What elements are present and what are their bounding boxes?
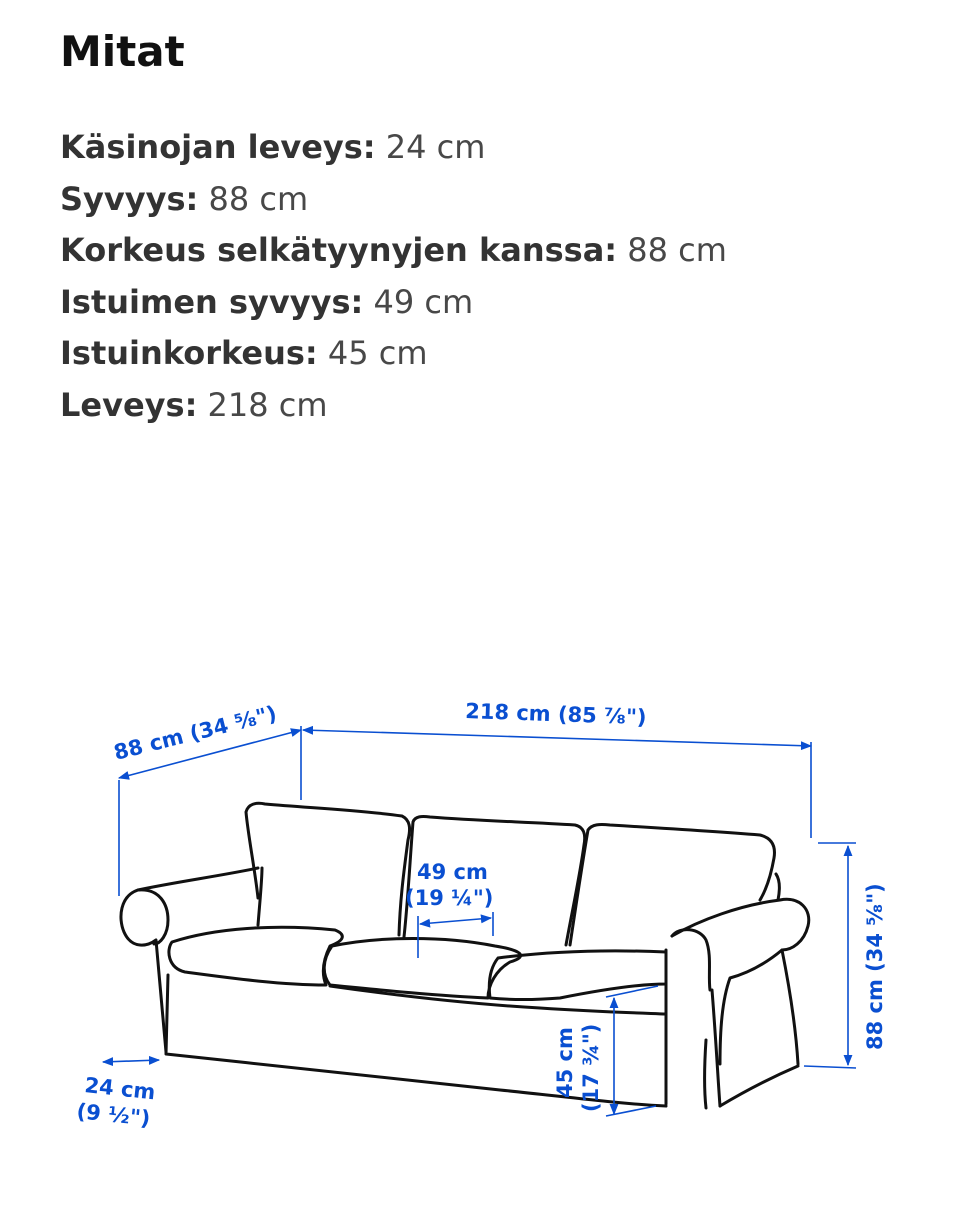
right-armrest-pleat [705, 1040, 707, 1108]
dimension-label: Syvyys: [60, 179, 199, 218]
dimensions-list [60, 122, 727, 432]
sofa-dimension-diagram [0, 660, 960, 1200]
depth-dimension-label: 88 cm (34 ⁵⁄₈") [111, 701, 280, 765]
dimension-depth [60, 174, 727, 226]
dimension-value: 88 cm [198, 179, 309, 218]
back-right-edge [776, 874, 779, 900]
seat-cushion-right [489, 951, 666, 1000]
seat-cushion-left [169, 927, 342, 985]
dimension-label: Istuimen syvyys: [60, 282, 364, 321]
height-dimension [804, 843, 887, 1068]
left-armrest [121, 868, 258, 1052]
dimension-seat-height [60, 328, 727, 380]
width-dimension-label: 218 cm (85 ⁷⁄₈") [464, 699, 647, 730]
dimension-value: 88 cm [617, 231, 727, 270]
right-armrest-roll [672, 930, 710, 990]
depth-dimension [111, 701, 301, 896]
armrest-in-label: (9 ½") [75, 1099, 152, 1131]
seat-height-dimension [553, 986, 658, 1116]
dimension-height-with-back-cushions [60, 225, 727, 277]
dimension-label: Käsinojan leveys: [60, 128, 376, 166]
dimension-value: 24 cm [375, 128, 486, 166]
left-armrest-roll [138, 890, 168, 944]
dimension-label: Istuinkorkeus: [60, 334, 318, 373]
dimension-seat-depth [60, 277, 727, 329]
dimension-label: Korkeus selkätyynyjen kanssa: [60, 231, 618, 270]
back-cushion-left [246, 803, 410, 935]
dimension-label: Leveys: [60, 385, 198, 424]
right-armrest-side [782, 950, 798, 1064]
back-cushion-right [570, 825, 774, 945]
dimension-armrest-width [60, 122, 727, 174]
armrest-width-dimension [75, 1060, 159, 1131]
sofa-illustration [121, 803, 809, 1108]
dimension-width [60, 380, 727, 432]
dimension-value: 49 cm [363, 282, 474, 321]
seat-height-in-label: (17 ¾") [579, 1023, 603, 1112]
dimension-value: 45 cm [317, 334, 428, 373]
height-dimension-label: 88 cm (34 ⁵⁄₈") [863, 883, 887, 1050]
sofa-base-right [720, 1066, 798, 1106]
width-dimension [303, 699, 811, 838]
armrest-cm-label: 24 cm [83, 1073, 157, 1105]
seat-height-cm-label: 45 cm [553, 1027, 577, 1098]
seat-depth-cm-label: 49 cm [417, 860, 488, 884]
page-title: Mitat [60, 27, 185, 76]
seat-depth-in-label: (19 ¼") [405, 886, 494, 910]
dimension-value: 218 cm [197, 385, 328, 424]
